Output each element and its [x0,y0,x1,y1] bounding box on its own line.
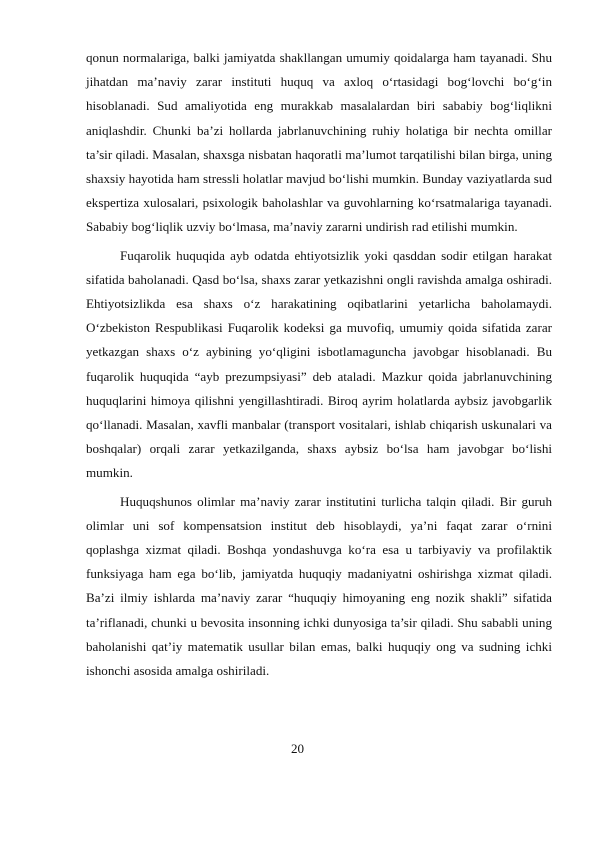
body-text [86,46,552,687]
paragraph-3: Huquqshunos olimlar ma’naviy zarar institutini turlicha talqin qiladi. Bir guruh olimlar uni sof kompensatsion institut deb hisoblaydi, ya’ni faqat zarar o‘rnini qoplashga xizmat qiladi. Boshqa yondashuvga ko‘ra esa u tarbiyaviy va profilaktik funksiyaga ham ega bo‘lib, jamiyatda huquqiy madaniyatni oshirishga xizmat qiladi. Ba’zi ilmiy ishlarda ma’naviy zarar “huquqiy himoyaning eng nozik shakli” sifatida ta’riflanadi, chunki u bevosita insonning ichki dunyosiga ta’sir qiladi. Shu sababli uning baholanishi qat’iy matematik usullar bilan emas, balki huquqiy ong va sudning ichki ishonchi asosida amalga oshiriladi. [86,493,552,679]
paragraph-1: qonun normalariga, balki jamiyatda shakllangan umumiy qoidalarga ham tayanadi. Shu jihatdan ma’naviy zarar instituti huquq va axloq o‘rtasidagi bog‘lovchi bo‘g‘in hisoblanadi. Sud amaliyotida eng murakkab masalalardan biri sababiy bog‘liqlikni aniqlashdir. Chunki ba’zi hollarda jabrlanuvchining ruhiy holatiga bir nechta omillar ta’sir qiladi. Masalan, shaxsga nisbatan haqoratli ma’lumot tarqatilishi bilan birga, uning shaxsiy hayotida ham stressli holatlar mavjud bo‘lishi mumkin. Bunday vaziyatlarda sud ekspertiza xulosalari, psixologik baholashlar va guvohlarning ko‘rsatmalariga tayanadi. Sababiy bog‘liqlik uzviy bo‘lmasa, ma’naviy zararni undirish rad etilishi mumkin. [86,50,552,235]
page-number: 20 [290,741,305,756]
paragraph-2: Fuqarolik huquqida ayb odatda ehtiyotsizlik yoki qasddan sodir etilgan harakat sifatida baholanadi. Qasd bo‘lsa, shaxs zarar yetkazishni ongli ravishda amalga oshiradi. Ehtiyotsizlikda esa shaxs o‘z harakatining oqibatlarini yetarlicha baholamaydi. O‘zbekiston Respublikasi Fuqarolik kodeksi ga muvofiq, umumiy qoida sifatida zarar yetkazgan shaxs o‘z aybining yo‘qligini isbotlamaguncha javobgar hisoblanadi. Bu fuqarolik huquqida “ayb prezumpsiyasi” deb ataladi. Mazkur qoida jabrlanuvchining huquqlarini himoya qilishni yengillashtiradi. Biroq ayrim holatlarda aybsiz javobgarlik qo‘llanadi. Masalan, xavfli manbalar (transport vositalari, ishlab chiqarish uskunalari va boshqalar) orqali zarar yetkazilganda, shaxs aybsiz bo‘lsa ham javobgar bo‘lishi mumkin. [86,247,552,481]
